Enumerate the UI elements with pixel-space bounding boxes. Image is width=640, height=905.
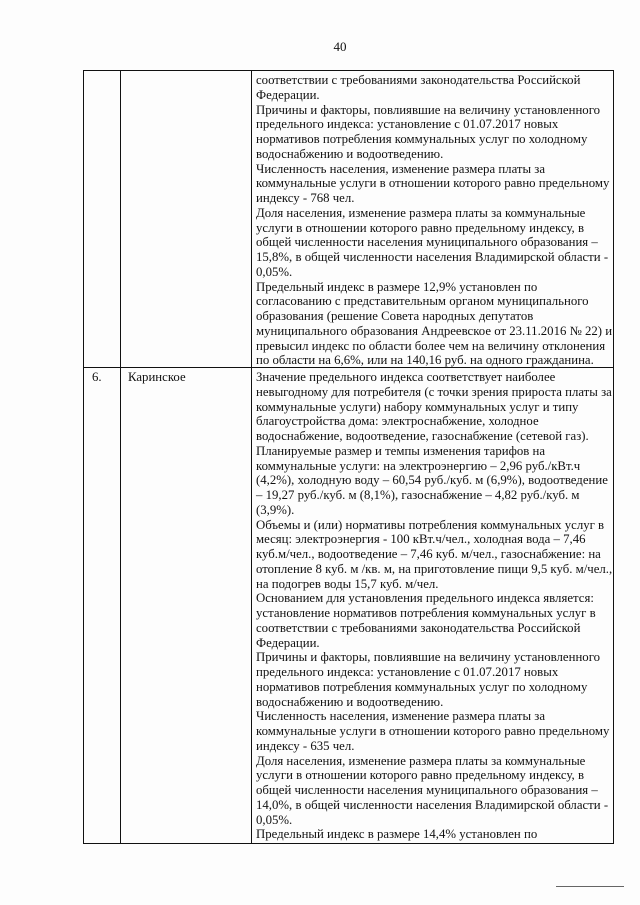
- municipality-name-cell: [121, 71, 252, 368]
- text-line: нормативов потребления коммунальных услуг по холодному: [256, 679, 588, 694]
- text-line: Доля населения, изменение размера платы за коммунальные: [256, 205, 586, 220]
- text-line: согласованию с представительным органом муниципального: [256, 294, 589, 309]
- paragraph: [256, 518, 613, 592]
- text-line: Причины и факторы, повлиявшие на величину установленного: [256, 650, 601, 665]
- text-line: Причины и факторы, повлиявшие на величину установленного: [256, 102, 601, 117]
- text-line: месяц: электроэнергия - 100 кВт.ч/чел., холодная вода – 7,46: [256, 532, 586, 547]
- text-line: куб.м/чел., водоотведение – 7,46 куб. м/чел., газоснабжение: на: [256, 547, 601, 561]
- text-line: образования (решение Совета народных депутатов: [256, 309, 534, 323]
- text-line: водоснабжению и водоотведению.: [256, 694, 444, 709]
- paragraph: [256, 162, 613, 206]
- text-line: невыгодному для потребителя (с точки зрения прироста платы за: [256, 384, 612, 399]
- paragraph: [256, 754, 613, 828]
- text-line: предельного индекса: установление с 01.07.2017 новых: [256, 117, 559, 132]
- text-line: на подогрев воды 15,7 куб. м/чел.: [256, 576, 439, 591]
- text-line: 15,8%, в общей численности населения Владимирской области -: [256, 250, 609, 264]
- text-line: Объемы и (или) нормативы потребления коммунальных услуг в: [256, 517, 605, 532]
- text-line: Численность населения, изменение размера платы за: [256, 161, 546, 176]
- municipality-name-cell: [121, 368, 252, 844]
- text-line: коммунальные услуги в отношении которого равно предельному: [256, 176, 610, 191]
- text-line: водоснабжение, водоотведение, газоснабжение (сетевой газ).: [256, 429, 589, 443]
- text-line: Значение предельного индекса соответствует наиболее: [256, 370, 556, 384]
- paragraph: [256, 103, 613, 162]
- text-line: Федерации.: [256, 87, 320, 102]
- row-number: 6.: [92, 370, 102, 384]
- text-line: соответствии с требованиями законодательства Российской: [256, 620, 581, 635]
- text-line: общей численности населения муниципального образования –: [256, 783, 598, 797]
- paragraph: [256, 73, 613, 103]
- text-line: коммунальные услуги в отношении которого равно предельному: [256, 724, 610, 738]
- paragraph: [256, 370, 613, 444]
- text-line: водоснабжению и водоотведению.: [256, 146, 444, 161]
- municipal-index-table: [83, 70, 614, 844]
- text-line: Доля населения, изменение размера платы за коммунальные: [256, 753, 586, 768]
- paragraph: [256, 709, 613, 753]
- paragraph: [256, 650, 613, 709]
- paragraph: [256, 591, 613, 650]
- text-line: нормативов потребления коммунальных услуг по холодному: [256, 132, 588, 146]
- description-cell: [252, 368, 614, 844]
- text-line: превысил индекс по области более чем на величину отклонения: [256, 338, 606, 353]
- row-number-cell: [84, 368, 121, 844]
- text-line: отопление 8 куб. м /кв. м, на приготовление пищи 9,5 куб. м/чел.,: [256, 561, 613, 576]
- text-line: Планируемые размер и темпы изменения тарифов на: [256, 443, 546, 458]
- paragraph: [256, 206, 613, 280]
- text-line: коммунальные услуги: на электроэнергию – 2,96 руб./кВт.ч: [256, 458, 581, 473]
- text-line: индексу - 635 чел.: [256, 738, 355, 753]
- text-line: индексу - 768 чел.: [256, 191, 355, 205]
- text-line: Основанием для установления предельного индекса является:: [256, 591, 594, 606]
- text-line: услуги в отношении которого равно предельному индексу, в: [256, 220, 584, 235]
- paragraph: [256, 444, 613, 518]
- text-line: Численность населения, изменение размера платы за: [256, 709, 546, 724]
- description-text: [256, 73, 613, 368]
- description-text: [256, 370, 613, 842]
- text-line: Федерации.: [256, 635, 320, 650]
- municipality-name: Каринское: [128, 370, 186, 384]
- paragraph: [256, 280, 613, 369]
- text-line: муниципального образования Андреевское от 23.11.2016 № 22) и: [256, 323, 613, 338]
- row-number-cell: [84, 71, 121, 368]
- description-cell: [252, 71, 614, 368]
- text-line: (3,9%).: [256, 502, 295, 517]
- text-line: 0,05%.: [256, 812, 293, 827]
- paragraph: [256, 827, 613, 842]
- text-line: установление нормативов потребления коммунальных услуг в: [256, 606, 596, 620]
- text-line: 0,05%.: [256, 264, 293, 279]
- text-line: (4,2%), холодную воду – 60,54 руб./куб. м (6,9%), водоотведение: [256, 473, 608, 488]
- text-line: коммунальные услуги) набору коммунальных услуг и типу: [256, 399, 579, 414]
- text-line: предельного индекса: установление с 01.07.2017 новых: [256, 665, 559, 679]
- footer-rule: [556, 886, 624, 887]
- text-line: 14,0%, в общей численности населения Владимирской области -: [256, 797, 609, 812]
- text-line: общей численности населения муниципального образования –: [256, 235, 598, 250]
- text-line: благоустройства дома: электроснабжение, холодное: [256, 414, 539, 429]
- text-line: Предельный индекс в размере 14,4% установлен по: [256, 827, 538, 842]
- text-line: соответствии с требованиями законодательства Российской: [256, 73, 581, 87]
- page-number: 40: [333, 39, 347, 54]
- text-line: Предельный индекс в размере 12,9% установлен по: [256, 279, 538, 294]
- text-line: по области на 6,6%, или на 140,16 руб. на одного гражданина.: [256, 353, 594, 368]
- text-line: услуги в отношении которого равно предельному индексу, в: [256, 768, 584, 783]
- text-line: – 19,27 руб./куб. м (8,1%), газоснабжение – 4,82 руб./куб. м: [256, 488, 580, 502]
